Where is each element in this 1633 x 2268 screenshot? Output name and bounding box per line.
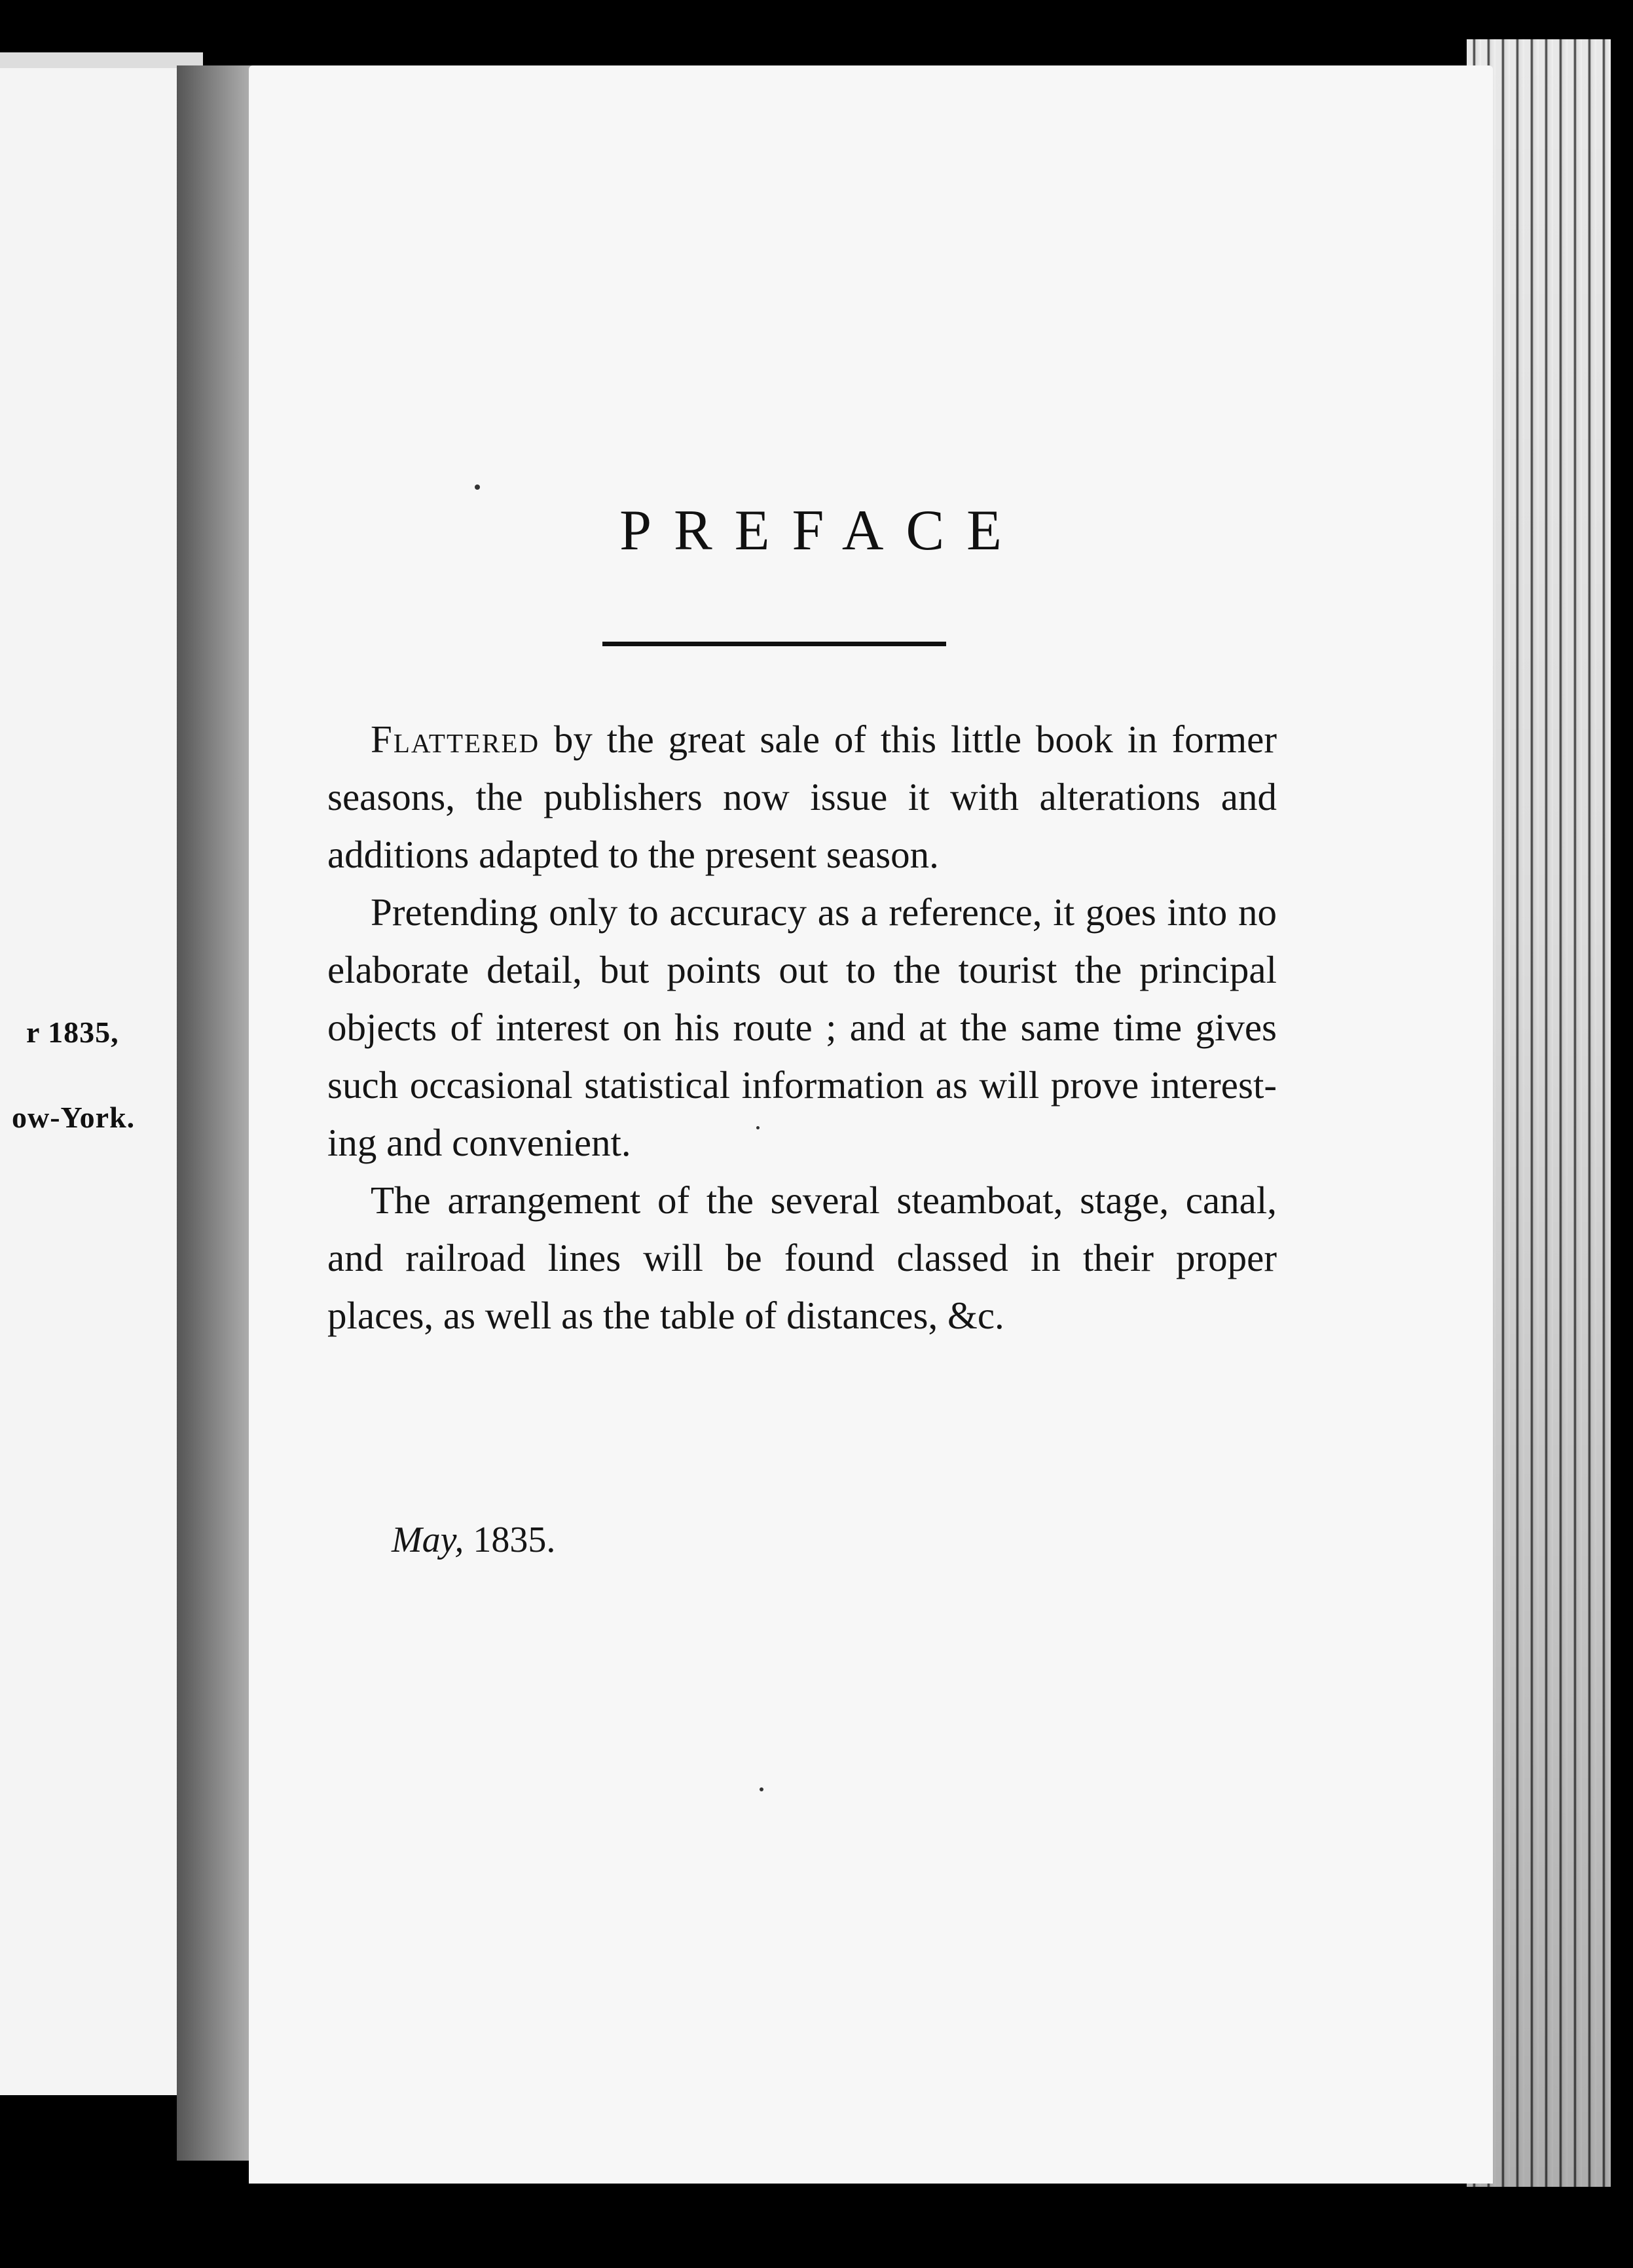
print-speck — [760, 1787, 763, 1791]
paragraph-text: Pretending only to accuracy as a reference, it goes into no elaborate detail, but points out to the tourist the principal objects of interest on his route ; and at the same time gives such occasional statistical information as will prove interesting and convenient. — [327, 890, 1277, 1164]
page-title: PREFACE — [619, 499, 1024, 562]
left-page-text-fragment: ow-York. — [12, 1101, 136, 1134]
lead-word: Flattered — [371, 718, 540, 761]
preface-body — [327, 710, 1277, 1344]
page-edge — [0, 52, 203, 68]
title-rule — [602, 642, 946, 646]
paragraph-text: by the great sale of this little book in former seasons, the publishers now issue it with alterations and additions adapted to the present season. — [327, 718, 1277, 876]
dateline-year: 1835. — [464, 1520, 556, 1560]
paragraph — [327, 883, 1277, 1171]
paragraph-text: The arrangement of the several steamboat, stage, canal, and railroad lines will be found classed in their proper places, as well as the table of distances, &c. — [327, 1179, 1277, 1337]
dateline — [392, 1519, 555, 1561]
print-speck — [475, 485, 480, 490]
left-page-text-fragment: r 1835, — [26, 1015, 119, 1049]
paragraph — [327, 710, 1277, 883]
dateline-month: May, — [392, 1520, 464, 1560]
paragraph — [327, 1171, 1277, 1344]
